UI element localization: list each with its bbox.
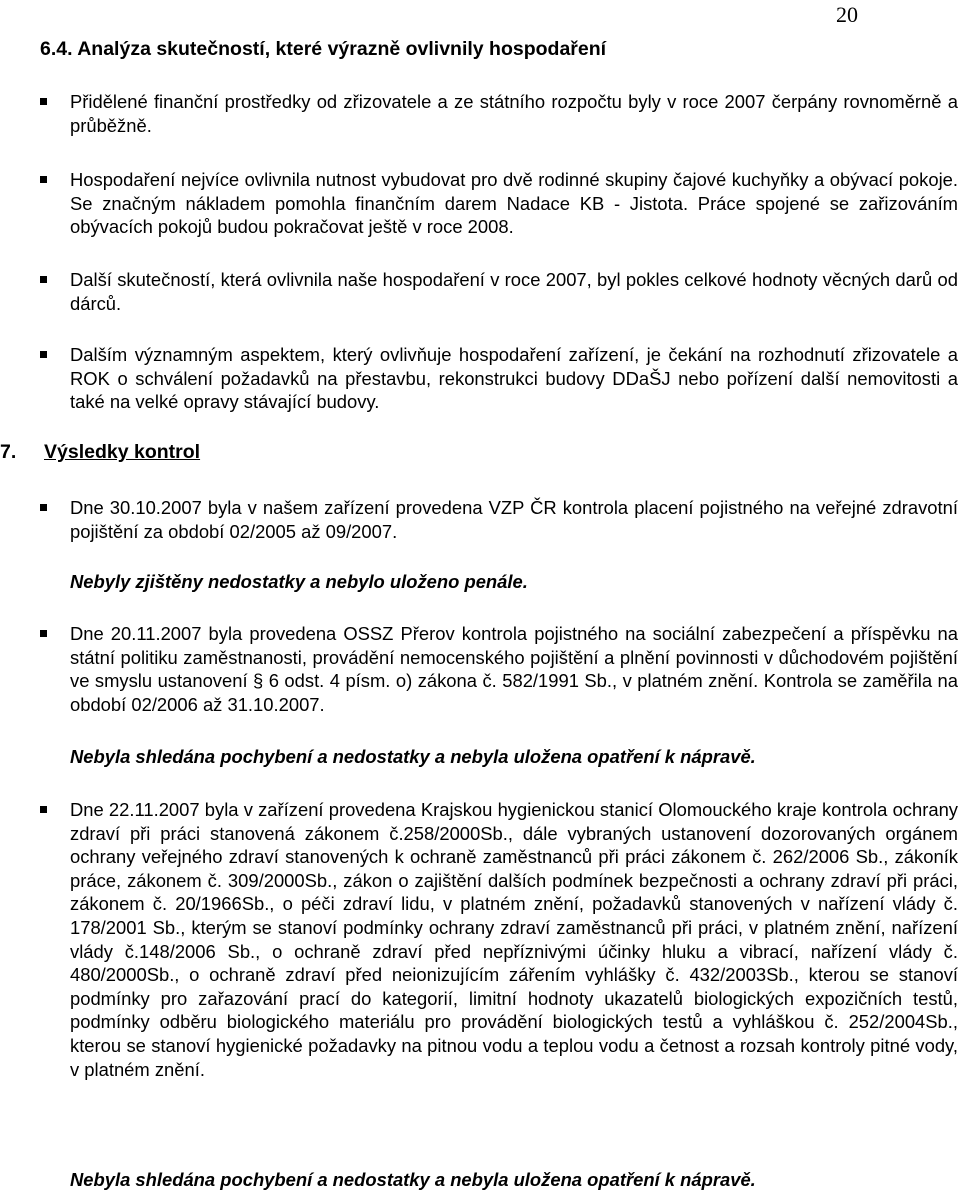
list-item — [70, 496, 958, 543]
list-item — [70, 622, 958, 716]
inspection-result: Nebyly zjištěny nedostatky a nebylo uloženo penále. — [70, 571, 528, 592]
list-item — [70, 798, 958, 1081]
bullet-square-icon — [40, 276, 47, 283]
section-heading: 6.4. Analýza skutečností, které výrazně ovlivnily hospodaření — [40, 38, 607, 60]
bullet-square-icon — [40, 806, 47, 813]
paragraph: Hospodaření nejvíce ovlivnila nutnost vybudovat pro dvě rodinné skupiny čajové kuchyňky a obývací pokoje. Se značným nákladem pomohla finančním darem Nadace KB - Jistota. Práce spojené se zařizováním obývacích pokojů budou pokračovat ještě v roce 2008. — [70, 169, 958, 238]
paragraph: Dne 30.10.2007 byla v našem zařízení provedena VZP ČR kontrola placení pojistného na veřejné zdravotní pojištění za období 02/2005 až 09/2007. — [70, 497, 958, 542]
chapter-title: Výsledky kontrol — [44, 441, 201, 463]
inspection-result: Nebyla shledána pochybení a nedostatky a nebyla uložena opatření k nápravě. — [70, 1169, 756, 1190]
list-item — [70, 90, 958, 137]
paragraph: Dne 20.11.2007 byla provedena OSSZ Přerov kontrola pojistného na sociální zabezpečení a příspěvku na státní politiku zaměstnanosti, provádění nemocenského pojištění a plnění povinnosti v důchodovém pojištění ve smyslu ustanovení § 6 odst. 4 písm. o) zákona č. 582/1991 Sb., v platném znění. Kontrola se zaměřila na období 02/2006 až 31.10.2007. — [70, 623, 958, 715]
page-number: 20 — [836, 2, 858, 27]
list-item — [70, 168, 958, 239]
inspection-result: Nebyla shledána pochybení a nedostatky a nebyla uložena opatření k nápravě. — [70, 746, 756, 767]
bullet-square-icon — [40, 98, 47, 105]
list-item — [70, 343, 958, 414]
bullet-square-icon — [40, 176, 47, 183]
bullet-square-icon — [40, 504, 47, 511]
list-item — [70, 268, 958, 315]
paragraph: Další skutečností, která ovlivnila naše hospodaření v roce 2007, byl pokles celkové hodnoty věcných darů od dárců. — [70, 269, 958, 314]
paragraph: Dalším významným aspektem, který ovlivňuje hospodaření zařízení, je čekání na rozhodnutí zřizovatele a ROK o schválení požadavků na přestavbu, rekonstrukci budovy DDaŠJ nebo pořízení další nemovitosti a také na velké opravy stávající budovy. — [70, 344, 958, 413]
paragraph: Dne 22.11.2007 byla v zařízení provedena Krajskou hygienickou stanicí Olomouckého kraje kontrola ochrany zdraví při práci stanovená zákonem č.258/2000Sb., dále vybraných ustanovení dozorovaných orgánem ochrany veřejného zdraví stanovených k ochraně zaměstnanců při práci zákonem č. 262/2006 Sb., zákoník práce, zákonem č. 309/2000Sb., zákon o zajištění dalších podmínek bezpečnosti a ochrany zdraví při práci, zákonem č. 20/1966Sb., o péči zdraví lidu, v platném znění, požadavků stanovených v nařízení vlády č. 178/2001 Sb., kterým se stanoví podmínky ochrany zdraví zaměstnanců při práci, v platném znění, nařízení vlády č.148/2006 Sb., o ochraně zdraví před nepříznivými účinky hluku a vibrací, nařízení vlády č. 480/2000Sb., o ochraně zdraví před neionizujícím zářením vyhlášky č. 432/2003Sb., kterou se stanoví podmínky pro zařazování prací do kategorií, limitní hodnoty ukazatelů biologických expozičních testů, podmínky odběru biologického materiálu pro provádění biologických testů a vyhláškou č. 252/2004Sb., kterou se stanoví hygienické požadavky na pitnou vodu a teplou vodu a četnost a rozsah kontroly pitné vody, v platném znění. — [70, 799, 958, 1080]
bullet-square-icon — [40, 630, 47, 637]
chapter-number: 7. — [0, 441, 17, 463]
bullet-square-icon — [40, 351, 47, 358]
paragraph: Přidělené finanční prostředky od zřizovatele a ze státního rozpočtu byly v roce 2007 čerpány rovnoměrně a průběžně. — [70, 91, 958, 136]
chapter-heading — [0, 441, 200, 464]
